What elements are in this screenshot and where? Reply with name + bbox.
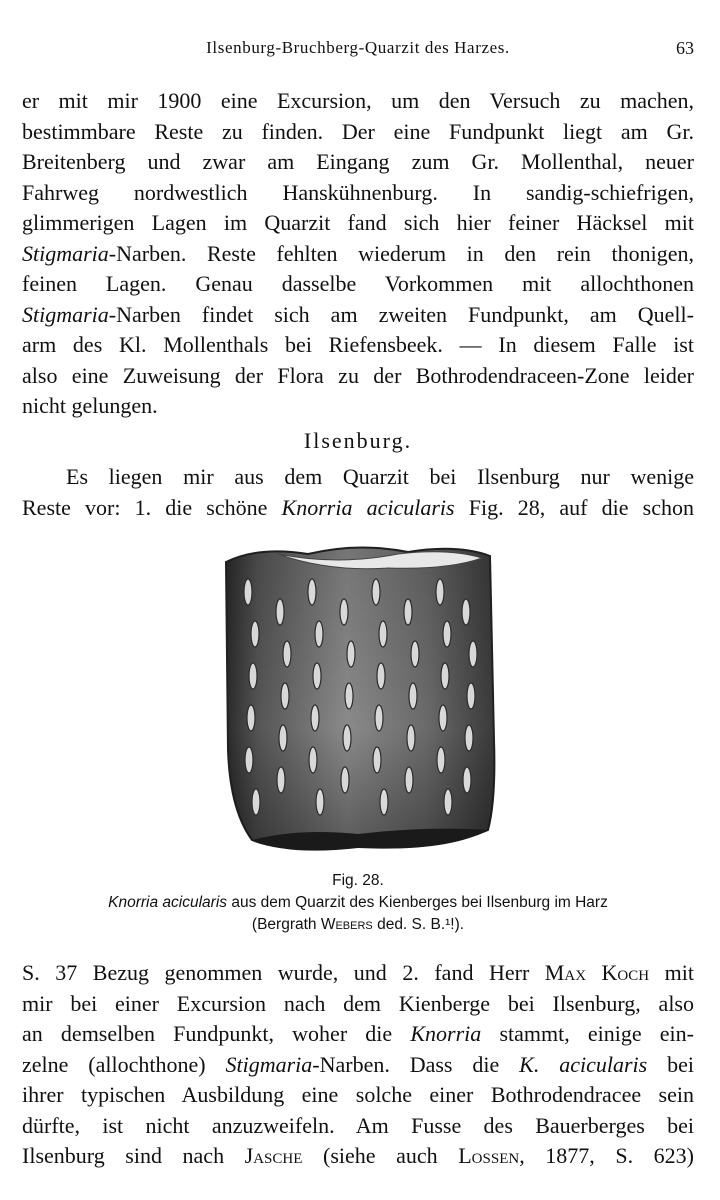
caption-species: Knorria acicularis — [108, 894, 228, 911]
text-line: feinen Lagen. Genau dasselbe Vorkommen mit allochthonen — [22, 271, 694, 296]
leaf-scar — [313, 663, 321, 689]
text-line — [22, 1141, 694, 1172]
leaf-scar — [407, 725, 415, 751]
caption-text: aus dem Quarzit des Kienberges bei Ilsenburg im Harz — [227, 894, 608, 911]
leaf-scar — [276, 599, 284, 625]
text-line: Es liegen mir aus dem Quarzit bei Ilsenburg nur wenige — [66, 464, 694, 489]
taxon-name: Stigmaria — [22, 301, 109, 327]
leaf-scar — [439, 705, 447, 731]
leaf-scar — [372, 579, 380, 605]
caption-text: (Bergrath — [251, 916, 321, 933]
text-line: Breitenberg und zwar am Eingang zum Gr. Mollenthal, neuer — [22, 149, 694, 174]
text-line: mir bei einer Excursion nach dem Kienberge bei Ilsenburg, also — [22, 990, 694, 1016]
text-run: Ilsenburg sind nach — [22, 1143, 245, 1168]
taxon-name: K. acicularis — [519, 1051, 648, 1077]
taxon-name: Knorria — [410, 1021, 482, 1046]
text-line: dürfte, ist nicht anzuzweifeln. Am Fusse des Bauerberges bei — [22, 1112, 694, 1138]
leaf-scar — [347, 641, 355, 667]
leaf-scar — [467, 683, 475, 709]
leaf-scar — [283, 641, 291, 667]
text-line: bestimmbare Reste zu finden. Der eine Fundpunkt liegt am Gr. — [22, 118, 694, 144]
text-line: er mit mir 1900 eine Excursion, um den Versuch zu machen, — [22, 88, 694, 113]
leaf-scar — [377, 663, 385, 689]
leaf-scar — [437, 747, 445, 773]
text-line: ihrer typischen Ausbildung eine solche einer Bothrodendracee sein — [22, 1082, 694, 1107]
paragraph-1 — [22, 86, 694, 422]
leaf-scar — [380, 789, 388, 815]
leaf-scar — [405, 767, 413, 793]
figure-label: Fig. 28. — [332, 872, 384, 889]
text-line — [22, 493, 694, 524]
leaf-scar — [279, 725, 287, 751]
leaf-scar — [245, 747, 253, 773]
text-run: (siehe auch — [302, 1143, 459, 1168]
leaf-scar — [404, 599, 412, 625]
text-line: glimmerigen Lagen im Quarzit fand sich hier feiner Häcksel mit — [22, 210, 694, 235]
leaf-scar — [373, 747, 381, 773]
leaf-scar — [311, 705, 319, 731]
text-run: Fig. 28, auf die schon — [454, 494, 694, 520]
leaf-scar — [462, 599, 470, 625]
page-number: 63 — [676, 38, 694, 58]
leaf-scar — [309, 747, 317, 773]
text-run: -Narben findet sich am zweiten Fundpunkt, am Quell- — [108, 301, 694, 327]
text-run: zelne (allochthone) — [22, 1051, 226, 1077]
text-run: mit — [649, 960, 694, 985]
leaf-scar — [441, 663, 449, 689]
text-run: , 1877, S. 623) — [519, 1143, 695, 1168]
text-run: S. 37 Bezug genommen wurde, und 2. fand Herr — [22, 960, 545, 985]
leaf-scar — [343, 725, 351, 751]
text-line — [22, 1050, 694, 1081]
leaf-scar — [340, 599, 348, 625]
paragraph-3 — [22, 958, 694, 1172]
running-title: Ilsenburg-Bruchberg-Quarzit des Harzes. — [206, 38, 510, 57]
person-name: Lossen — [458, 1143, 520, 1168]
figure-caption — [22, 870, 694, 936]
text-run: Reste vor: 1. die schöne — [22, 494, 282, 520]
leaf-scar — [436, 579, 444, 605]
text-run: -Narben. Reste fehlten wiederum in den rein thonigen, — [108, 240, 694, 266]
taxon-name: Stigmaria — [225, 1051, 313, 1077]
text-line — [22, 958, 694, 989]
text-run: an demselben Fundpunkt, woher die — [22, 1021, 411, 1046]
taxon-name: Knorria acicularis — [281, 494, 455, 520]
leaf-scar — [249, 663, 257, 689]
section-heading: Ilsenburg. — [303, 428, 413, 453]
leaf-scar — [444, 789, 452, 815]
person-name: Max Koch — [544, 960, 650, 985]
paragraph-2 — [22, 462, 694, 523]
caption-line — [22, 892, 694, 914]
person-name: Jasche — [244, 1143, 303, 1168]
text-line: nicht gelungen. — [22, 393, 158, 418]
leaf-scar — [251, 621, 259, 647]
text-line: also eine Zuweisung der Flora zu der Bothrodendraceen-Zone leider — [22, 362, 694, 388]
leaf-scar — [247, 705, 255, 731]
caption-text: ded. S. B.¹!). — [372, 916, 465, 933]
leaf-scar — [345, 683, 353, 709]
leaf-scar — [375, 705, 383, 731]
text-run: stammt, einige ein- — [481, 1021, 694, 1046]
caption-person: Webers — [320, 916, 373, 933]
text-line — [22, 1019, 694, 1050]
taxon-name: Stigmaria — [22, 240, 109, 266]
leaf-scar — [379, 621, 387, 647]
leaf-scar — [281, 683, 289, 709]
knorria-fossil-drawing — [218, 540, 502, 860]
text-run: bei — [647, 1051, 694, 1077]
leaf-scar — [277, 767, 285, 793]
leaf-scar — [341, 767, 349, 793]
text-line: arm des Kl. Mollenthals bei Riefensbeek. — In diesem Falle ist — [22, 332, 694, 357]
text-line: Fahrweg nordwestlich Hanskühnenburg. In sandig-schiefrigen, — [22, 179, 694, 205]
leaf-scar — [316, 789, 324, 815]
leaf-scar — [463, 767, 471, 793]
running-head — [22, 38, 694, 66]
caption-line — [22, 914, 694, 936]
leaf-scar — [465, 725, 473, 751]
text-line — [22, 300, 694, 331]
leaf-scar — [409, 683, 417, 709]
leaf-scar — [315, 621, 323, 647]
leaf-scar — [252, 789, 260, 815]
leaf-scar — [443, 621, 451, 647]
leaf-scar — [308, 579, 316, 605]
text-line — [22, 239, 694, 270]
text-run: -Narben. Dass die — [312, 1051, 520, 1077]
leaf-scar — [244, 579, 252, 605]
fossil-illustration — [218, 540, 502, 860]
leaf-scar — [469, 641, 477, 667]
leaf-scar — [411, 641, 419, 667]
